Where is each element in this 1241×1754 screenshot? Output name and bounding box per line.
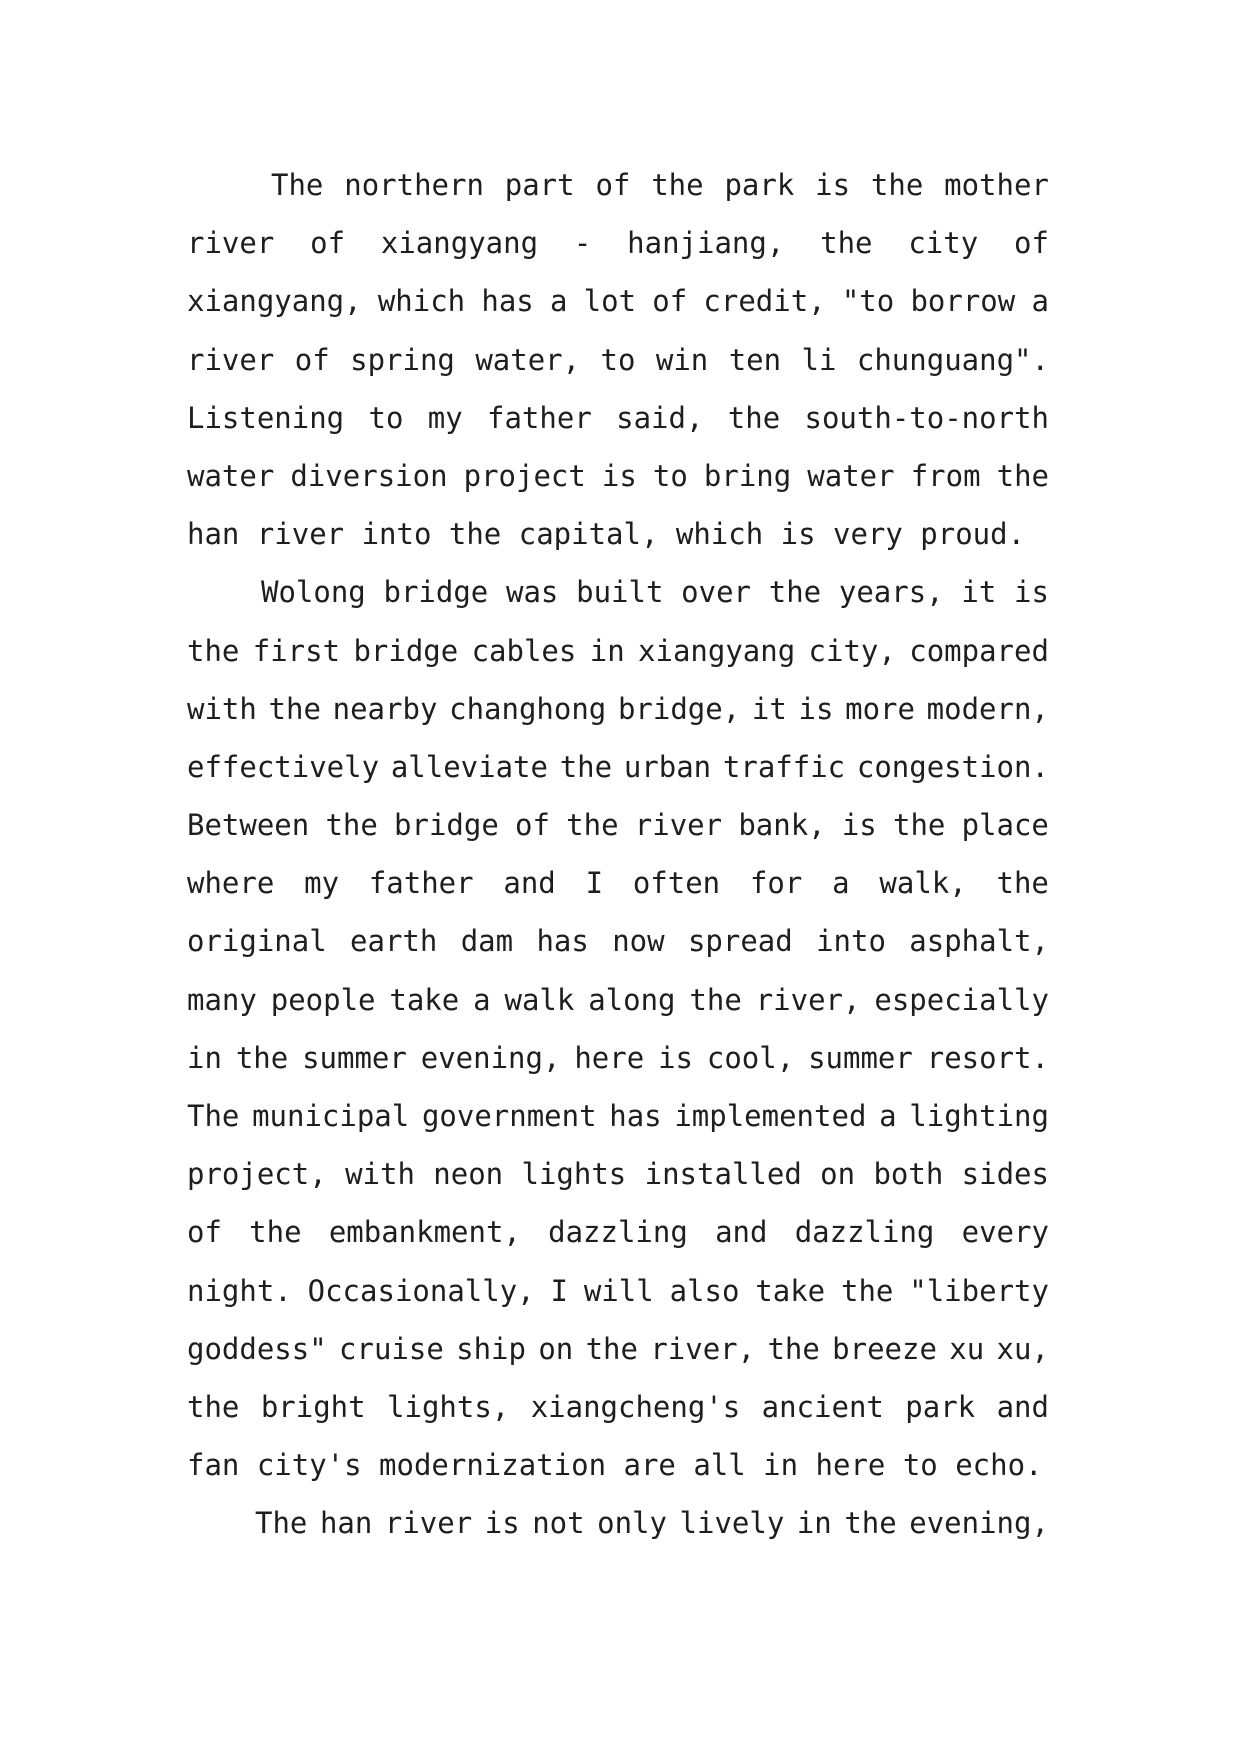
word: place: [961, 808, 1049, 843]
word: nearby: [332, 691, 438, 726]
text-line: han river into the capital, which is very proud.: [187, 517, 1026, 552]
word: father: [487, 400, 592, 435]
word: a: [1031, 284, 1049, 319]
word: of: [310, 226, 346, 261]
word: spread: [687, 924, 793, 959]
word: said,: [616, 400, 704, 435]
word: it: [961, 575, 997, 610]
body-text: [187, 156, 1049, 1553]
word: li: [801, 342, 837, 377]
word: The: [271, 168, 324, 202]
word: ancient: [761, 1389, 884, 1424]
text-line: [187, 1262, 1049, 1320]
text-line: [187, 389, 1049, 447]
word: it: [751, 691, 787, 726]
word: has: [481, 284, 534, 319]
word: in: [187, 1040, 222, 1075]
word: first: [252, 633, 341, 668]
word: and: [503, 866, 556, 901]
word: my: [304, 866, 340, 901]
word: from: [910, 458, 981, 493]
word: the: [870, 168, 924, 202]
word: alleviate: [390, 749, 548, 784]
text-line: [187, 1087, 1049, 1145]
word: the: [727, 400, 781, 435]
word: the: [559, 749, 613, 784]
word: dam: [460, 924, 514, 959]
word: lighting: [909, 1099, 1049, 1133]
word: of: [515, 808, 550, 843]
text-line: [187, 796, 1049, 854]
word: "to: [841, 284, 895, 319]
word: for: [749, 866, 803, 901]
word: changhong: [449, 691, 607, 726]
word: built: [576, 575, 664, 610]
word: walk,: [879, 866, 967, 901]
word: is: [484, 1506, 520, 1541]
word: more: [845, 691, 915, 726]
word: only: [597, 1506, 667, 1541]
text-line: [187, 1145, 1049, 1203]
word: urban: [623, 749, 712, 784]
word: The: [187, 1099, 240, 1133]
word: "liberty: [909, 1273, 1049, 1308]
word: compared: [909, 633, 1049, 668]
word: the: [689, 982, 742, 1017]
text-line: fan city's modernization are all in here to echo.: [187, 1448, 1043, 1483]
word: river,: [650, 1331, 756, 1366]
word: han: [319, 1506, 373, 1541]
word: bridge: [383, 575, 489, 610]
word: take: [755, 1273, 826, 1308]
word: hanjiang,: [627, 226, 785, 261]
word: project: [463, 458, 586, 493]
word: the: [996, 458, 1049, 493]
word: water: [807, 458, 895, 493]
word: dazzling: [548, 1215, 688, 1250]
word: of: [595, 168, 631, 202]
word: mother: [944, 168, 1049, 202]
word: is: [658, 1040, 693, 1075]
word: asphalt,: [909, 924, 1049, 959]
word: municipal: [252, 1099, 410, 1133]
word: lights: [521, 1157, 627, 1192]
word: was: [506, 575, 559, 610]
text-line: [187, 156, 1049, 214]
word: the: [996, 866, 1049, 901]
word: Occasionally,: [307, 1273, 535, 1308]
word: evening,: [909, 1506, 1049, 1541]
text-line: [187, 1494, 1049, 1552]
word: is: [1014, 575, 1049, 610]
word: every: [961, 1215, 1049, 1250]
word: on: [820, 1157, 856, 1192]
word: river: [187, 226, 275, 261]
word: government: [421, 1099, 597, 1133]
word: I: [585, 866, 604, 901]
word: the: [566, 808, 619, 843]
word: the: [651, 168, 704, 202]
word: park: [724, 168, 795, 202]
word: water: [187, 458, 275, 493]
word: the: [585, 1331, 638, 1366]
word: resort.: [926, 1040, 1049, 1075]
word: the: [187, 633, 240, 668]
word: xiangcheng's: [530, 1389, 741, 1424]
word: bridge,: [617, 691, 741, 726]
word: in: [796, 1506, 832, 1541]
word: sides: [961, 1157, 1049, 1192]
word: cool,: [706, 1040, 795, 1075]
word: river: [384, 1506, 473, 1541]
word: implemented: [674, 1099, 867, 1133]
text-line: [187, 738, 1049, 796]
text-line: [187, 331, 1049, 389]
text-line: [187, 971, 1049, 1029]
word: a: [473, 982, 491, 1017]
word: embankment,: [328, 1215, 521, 1250]
word: of: [187, 1215, 222, 1250]
word: the: [268, 691, 321, 726]
word: win: [655, 342, 709, 377]
word: installed: [644, 1157, 802, 1192]
text-line: [187, 1320, 1049, 1378]
word: over: [681, 575, 752, 610]
paragraph: [187, 1494, 1049, 1552]
text-line: [187, 854, 1049, 912]
word: especially: [874, 982, 1049, 1017]
text-line: [187, 1029, 1049, 1087]
text-line: [187, 214, 1049, 272]
word: -: [573, 226, 592, 261]
word: borrow: [910, 284, 1016, 319]
word: summer: [808, 1040, 913, 1075]
word: will: [583, 1273, 654, 1308]
word: spring: [350, 342, 455, 377]
paragraph: [187, 563, 1049, 1494]
word: walk: [504, 982, 575, 1017]
word: earth: [350, 924, 438, 959]
word: goddess": [187, 1331, 327, 1366]
word: which: [377, 284, 466, 319]
word: in: [589, 633, 625, 668]
word: river,: [755, 982, 861, 1017]
word: diversion: [290, 458, 448, 493]
word: the: [767, 1331, 820, 1366]
text-line: [187, 622, 1049, 680]
word: bridge: [353, 633, 459, 668]
word: now: [612, 924, 665, 959]
word: and: [996, 1389, 1049, 1424]
word: xiangyang: [380, 226, 539, 261]
word: often: [632, 866, 721, 901]
text-line: [187, 447, 1049, 505]
word: the: [325, 808, 378, 843]
word: Listening: [187, 400, 345, 435]
word: xu: [949, 1331, 985, 1366]
word: neon: [433, 1157, 504, 1192]
word: the: [844, 1506, 897, 1541]
text-line: [187, 1203, 1049, 1261]
word: and: [715, 1215, 768, 1250]
word: xiangyang,: [187, 284, 362, 319]
word: xiangyang: [638, 633, 796, 668]
word: original: [187, 924, 327, 959]
paragraph: [187, 156, 1049, 563]
word: of: [1014, 226, 1049, 261]
word: people: [270, 982, 376, 1017]
word: has: [609, 1099, 662, 1133]
word: the: [820, 226, 873, 261]
word: to: [600, 342, 636, 377]
word: of: [652, 284, 688, 319]
word: with: [345, 1157, 415, 1192]
word: bring: [703, 458, 792, 493]
word: dazzling: [794, 1215, 935, 1250]
word: into: [816, 924, 886, 959]
word: traffic: [722, 749, 846, 784]
word: to: [368, 400, 404, 435]
word: south-to-north: [804, 400, 1049, 435]
word: I: [550, 1273, 568, 1308]
word: is: [798, 691, 834, 726]
word: bright: [260, 1389, 366, 1424]
text-line: [187, 563, 1049, 621]
word: years,: [838, 575, 944, 610]
word: bridge: [394, 808, 499, 843]
word: the: [841, 1273, 894, 1308]
word: northern: [344, 168, 484, 202]
word: xu,: [996, 1331, 1049, 1366]
word: my: [427, 400, 463, 435]
text-line: [187, 1378, 1049, 1436]
word: is: [841, 808, 877, 843]
word: both: [873, 1157, 944, 1192]
word: has: [536, 924, 589, 959]
word: lively: [679, 1506, 785, 1541]
text-line: [187, 680, 1049, 738]
word: a: [832, 866, 850, 901]
word: a: [549, 284, 568, 319]
word: project,: [187, 1157, 327, 1192]
word: breeze: [832, 1331, 937, 1366]
word: of: [294, 342, 330, 377]
text-line: [187, 272, 1049, 330]
word: city,: [808, 633, 896, 668]
word: the: [768, 575, 822, 610]
word: congestion.: [856, 749, 1049, 784]
word: many: [187, 982, 257, 1017]
word: bank,: [738, 808, 826, 843]
word: part: [504, 168, 575, 202]
word: father: [368, 866, 474, 901]
word: here: [574, 1040, 645, 1075]
text-line: [187, 912, 1049, 970]
word: river: [187, 342, 275, 377]
word: The: [255, 1506, 308, 1541]
word: the: [235, 1040, 289, 1075]
word: on: [538, 1331, 574, 1366]
word: river: [634, 808, 723, 843]
word: water,: [475, 342, 581, 377]
word: not: [532, 1506, 585, 1541]
word: Between: [187, 808, 310, 843]
word: take: [389, 982, 460, 1017]
word: effectively: [187, 749, 380, 784]
word: the: [892, 808, 946, 843]
word: modern,: [926, 691, 1049, 726]
word: is: [815, 168, 851, 202]
word: summer: [302, 1040, 407, 1075]
word: Wolong: [261, 575, 366, 610]
word: also: [669, 1273, 740, 1308]
word: with: [187, 691, 257, 726]
word: ship: [456, 1331, 526, 1366]
word: lot: [583, 284, 637, 319]
word: along: [588, 982, 676, 1017]
word: lights,: [387, 1389, 510, 1424]
word: a: [879, 1099, 897, 1133]
word: cruise: [339, 1331, 444, 1366]
word: cables: [471, 633, 577, 668]
word: city: [908, 226, 979, 261]
word: the: [249, 1215, 302, 1250]
word: night.: [187, 1273, 292, 1308]
word: park: [905, 1389, 976, 1424]
word: credit,: [703, 284, 826, 319]
word: chunguang".: [856, 342, 1049, 377]
word: the: [187, 1389, 240, 1424]
word: is: [601, 458, 637, 493]
word: where: [187, 866, 275, 901]
word: to: [652, 458, 688, 493]
word: evening,: [420, 1040, 561, 1075]
word: ten: [728, 342, 782, 377]
